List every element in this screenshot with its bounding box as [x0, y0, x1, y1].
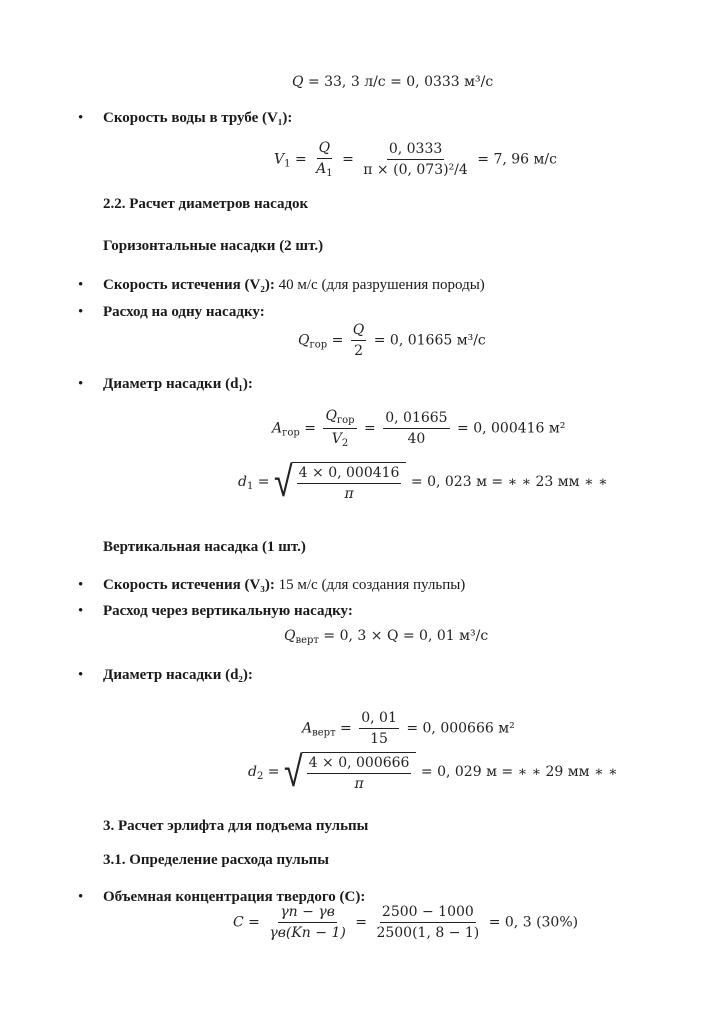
- formula-q-total: Q = 33, 3 л/с = 0, 0333 м³/с: [292, 74, 494, 90]
- label-v1: Скорость воды в трубе (V₁):: [103, 110, 293, 126]
- formula-v1: $V_1$ = $\frac{Q}{A_1}$ = $\frac{0, 0333}{\text{π × (0, 073)²/4}}$ = 7, 96 м/с: [274, 140, 557, 179]
- section-title-2-2: 2.2. Расчет диаметров насадок: [103, 196, 309, 212]
- formula-a-hor: $A_{гор}$ = $\frac{Q_{гор}}{V_2}$ = $\frac{0, 01665}{40}$ = 0, 000416 м²: [272, 408, 566, 449]
- subsection-horizontal: Горизонтальные насадки (2 шт.): [103, 238, 324, 254]
- fraction: $\frac{0, 01665}{40}$: [385, 410, 448, 447]
- square-root: [283, 747, 416, 797]
- bullet-icon: •: [78, 376, 84, 392]
- bullet-icon: •: [78, 603, 84, 619]
- formula-q-vert: $Q_{верт} = 0$, 3 × Q = 0, 01 м³/с: [284, 628, 489, 646]
- line-v2: Скорость истечения (V₂): 40 м/с (для разрушения породы): [103, 277, 485, 293]
- formula-c: C = $\frac{\gamma п - \gamma в}{\gamma в(Kп - 1)}$ = $\frac{2500 - 1000}{2500(1, 8 - 1)}$ = 0, 3 (30%): [233, 904, 579, 941]
- fraction: $\frac{4 \times 0, 000666}{\pi}$: [308, 755, 410, 792]
- line-v3: Скорость истечения (V₃): 15 м/с (для создания пульпы): [103, 577, 466, 593]
- label-flow-vertical: Расход через вертикальную насадку:: [103, 603, 353, 619]
- radical-icon: √: [283, 747, 303, 797]
- formula-d1: $d_1$ = √ $\frac{4 \times 0, 000416}{\pi}$ = 0, 023 м = ∗ ∗ 23 мм ∗ ∗: [238, 457, 608, 507]
- subsection-vertical: Вертикальная насадка (1 шт.): [103, 539, 306, 555]
- fraction: $\frac{2500 - 1000}{2500(1, 8 - 1)}$: [376, 904, 480, 941]
- bullet-icon: •: [78, 667, 84, 683]
- formula-d2: $d_2$ = √ $\frac{4 \times 0, 000666}{\pi}$ = 0, 029 м = ∗ ∗ 29 мм ∗ ∗: [248, 747, 618, 797]
- fraction: $\frac{\gamma п - \gamma в}{\gamma в(Kп - 1)}$: [269, 904, 346, 941]
- square-root: [273, 457, 406, 507]
- bullet-icon: •: [78, 277, 84, 293]
- label-d1: Диаметр насадки (d₁):: [103, 376, 253, 392]
- bullet-icon: •: [78, 110, 84, 126]
- fraction: $\frac{0, 0333}{\text{π × (0, 073)²/4}}$: [363, 141, 468, 178]
- bullet-icon: •: [78, 304, 84, 320]
- fraction: $\frac{Q_{гор}}{V_2}$: [325, 408, 355, 449]
- fraction: $\frac{Q}{2}$: [352, 322, 365, 359]
- fraction: $\frac{Q}{A_1}$: [316, 140, 333, 179]
- section-title-3-1: 3.1. Определение расхода пульпы: [103, 852, 329, 868]
- section-title-3: 3. Расчет эрлифта для подъема пульпы: [103, 818, 369, 834]
- label-c: Объемная концентрация твердого (C):: [103, 889, 366, 905]
- bullet-icon: •: [78, 577, 84, 593]
- label-flow-one-nozzle: Расход на одну насадку:: [103, 304, 265, 320]
- fraction: $\frac{0, 01}{15}$: [361, 710, 397, 747]
- bullet-icon: •: [78, 889, 84, 905]
- formula-q-hor: $Q_{гор}$ = $\frac{Q}{2}$ = 0, 01665 м³/с: [298, 322, 486, 359]
- fraction: $\frac{4 \times 0, 000416}{\pi}$: [298, 465, 400, 502]
- label-d2: Диаметр насадки (d₂):: [103, 667, 253, 683]
- radical-icon: √: [273, 457, 293, 507]
- formula-a-vert: $A_{верт}$ = $\frac{0, 01}{15}$ = 0, 000666 м²: [302, 710, 515, 747]
